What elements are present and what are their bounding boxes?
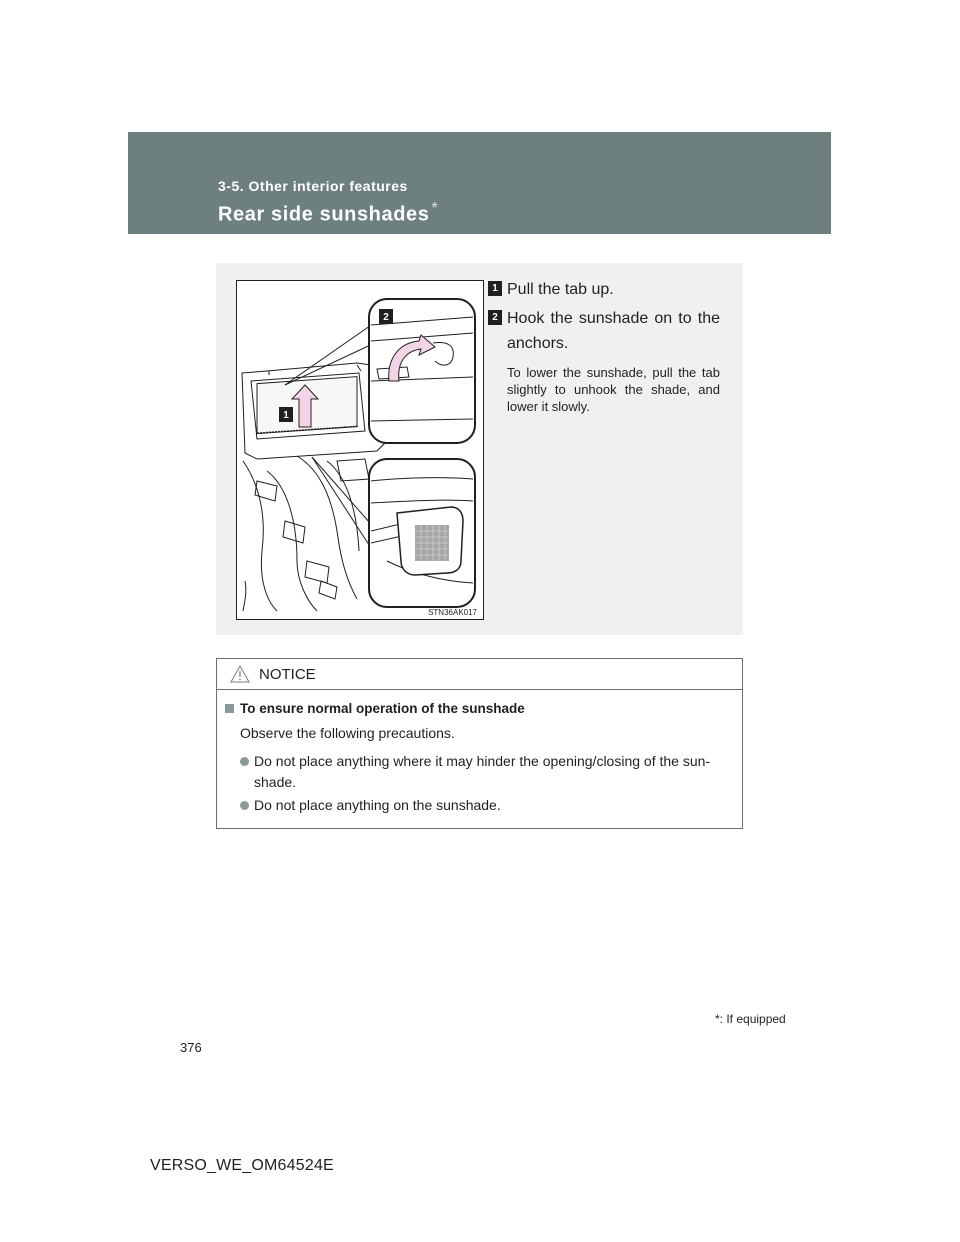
bullet-dot-icon: [240, 801, 249, 810]
footnote: [715, 1012, 786, 1026]
callout-2-label: 2: [383, 312, 389, 323]
footnote-mark: *: [715, 1012, 720, 1026]
footnote-text: : If equipped: [719, 1012, 786, 1026]
figure-panel: [216, 263, 743, 635]
section-header: [128, 132, 831, 234]
square-bullet-icon: [225, 704, 234, 713]
notice-title: NOTICE: [259, 666, 316, 683]
sunshade-drawing: [237, 281, 483, 619]
document-code: VERSO_WE_OM64524E: [150, 1157, 334, 1174]
notice-subtitle: [225, 701, 525, 716]
step-item: [488, 306, 720, 356]
section-label: 3-5. Other interior features: [218, 178, 408, 194]
notice-bullet: [240, 795, 737, 816]
bullet-dot-icon: [240, 757, 249, 766]
notice-subtitle-text: To ensure normal operation of the sunshade: [240, 701, 525, 716]
step-text: Pull the tab up.: [507, 281, 614, 298]
step-number-badge: 1: [488, 281, 502, 296]
callout-1-label: 1: [283, 410, 289, 421]
notice-box: [216, 658, 743, 829]
step-item: [488, 277, 720, 302]
page-title-text: Rear side sunshades: [218, 203, 430, 226]
step-text: Hook the sunshade on to the anchors.: [507, 310, 720, 352]
sunshade-illustration: [236, 280, 484, 620]
step-note: To lower the sunshade, pull the tab slightly to unhook the shade, and lower it slowly.: [507, 365, 720, 414]
step-number-badge: 2: [488, 310, 502, 325]
illustration-code: STN36AK017: [428, 608, 477, 617]
page-number: 376: [180, 1040, 202, 1055]
warning-icon: [230, 665, 250, 683]
notice-header: [217, 659, 742, 690]
equipped-mark: *: [431, 200, 439, 217]
notice-intro: Observe the following precautions.: [240, 725, 455, 741]
notice-bullet-text: Do not place anything on the sunshade.: [254, 797, 501, 813]
notice-bullet: [240, 751, 737, 793]
notice-bullet-text: Do not place anything where it may hinder the opening/closing of the sun-shade.: [254, 753, 711, 790]
step-list: [488, 277, 720, 415]
page-title: [218, 200, 438, 227]
